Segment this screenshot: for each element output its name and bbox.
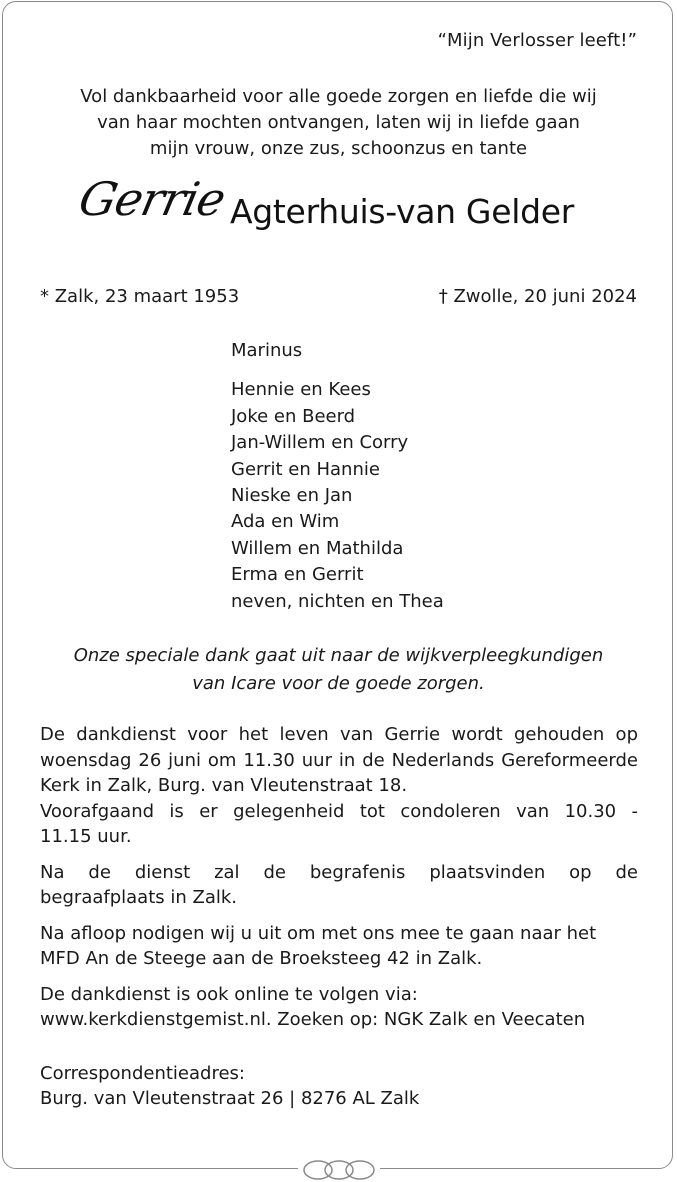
- first-name-script: Gerrie: [74, 172, 230, 226]
- reception-paragraph: [40, 921, 638, 972]
- intro-text: [0, 84, 677, 162]
- burial-paragraph: [40, 860, 638, 911]
- service-line: Na afloop nodigen wij u uit om met ons mee te gaan naar het: [40, 922, 597, 944]
- intro-line: Vol dankbaarheid voor alle goede zorgen en liefde die wij: [80, 86, 597, 107]
- online-paragraph: [40, 982, 638, 1033]
- thanks-text: [0, 642, 677, 698]
- family-member: Willem en Mathilda: [231, 537, 404, 559]
- service-paragraph: [40, 722, 638, 799]
- correspondence-address: [40, 1061, 638, 1112]
- family-member: Jan-Willem en Corry: [231, 432, 409, 454]
- family-member: Joke en Beerd: [231, 405, 356, 427]
- service-line: De dankdienst voor het leven van Gerrie wordt gehouden op: [40, 724, 638, 745]
- service-line: www.kerkdienstgemist.nl. Zoeken op: NGK Zalk en Veecaten: [40, 1009, 586, 1030]
- service-line: begraafplaats in Zalk.: [40, 887, 238, 908]
- family-member: neven, nichten en Thea: [231, 590, 444, 612]
- service-line: MFD An de Steege aan de Broeksteeg 42 in Zalk.: [40, 948, 483, 969]
- service-details: [40, 722, 638, 1122]
- family-member: Ada en Wim: [231, 511, 340, 533]
- service-line: Kerk in Zalk, Burg. van Vleutenstraat 18.: [40, 775, 408, 796]
- thanks-line: Onze speciale dank gaat uit naar de wijkverpleegkundigen: [73, 645, 604, 666]
- family-member: Gerrit en Hannie: [231, 458, 380, 480]
- surname: Agterhuis-van Gelder: [230, 192, 574, 231]
- service-line: woensdag 26 juni om 11.30 uur in de Nederlands Gereformeerde: [40, 749, 638, 771]
- thanks-line: van Icare voor de goede zorgen.: [192, 673, 485, 694]
- partner-name: Marinus: [231, 340, 303, 361]
- correspondence-label: Correspondentieadres:: [40, 1062, 245, 1084]
- ornament-rings-icon: [298, 1158, 380, 1182]
- family-member: Nieske en Jan: [231, 485, 353, 507]
- motto-quote: “Mijn Verlosser leeft!”: [437, 30, 637, 51]
- birth-date: * Zalk, 23 maart 1953: [40, 286, 240, 307]
- service-line: De dankdienst is ook online te volgen via:: [40, 983, 418, 1005]
- correspondence-line: Burg. van Vleutenstraat 26 | 8276 AL Zalk: [40, 1088, 420, 1109]
- intro-line: mijn vrouw, onze zus, schoonzus en tante: [149, 138, 528, 159]
- intro-line: van haar mochten ontvangen, laten wij in liefde gaan: [97, 112, 580, 133]
- family-member: Erma en Gerrit: [231, 564, 364, 586]
- service-line: Na de dienst zal de begrafenis plaatsvinden op de: [40, 861, 638, 883]
- service-line: 11.15 uur.: [40, 826, 132, 847]
- deceased-name: [0, 168, 677, 258]
- death-date: † Zwolle, 20 juni 2024: [438, 286, 637, 307]
- condolence-paragraph: [40, 799, 638, 850]
- service-line: Voorafgaand is er gelegenheid tot condoleren van 10.30 -: [40, 800, 638, 822]
- family-list: [231, 338, 444, 615]
- family-member: Hennie en Kees: [231, 379, 371, 401]
